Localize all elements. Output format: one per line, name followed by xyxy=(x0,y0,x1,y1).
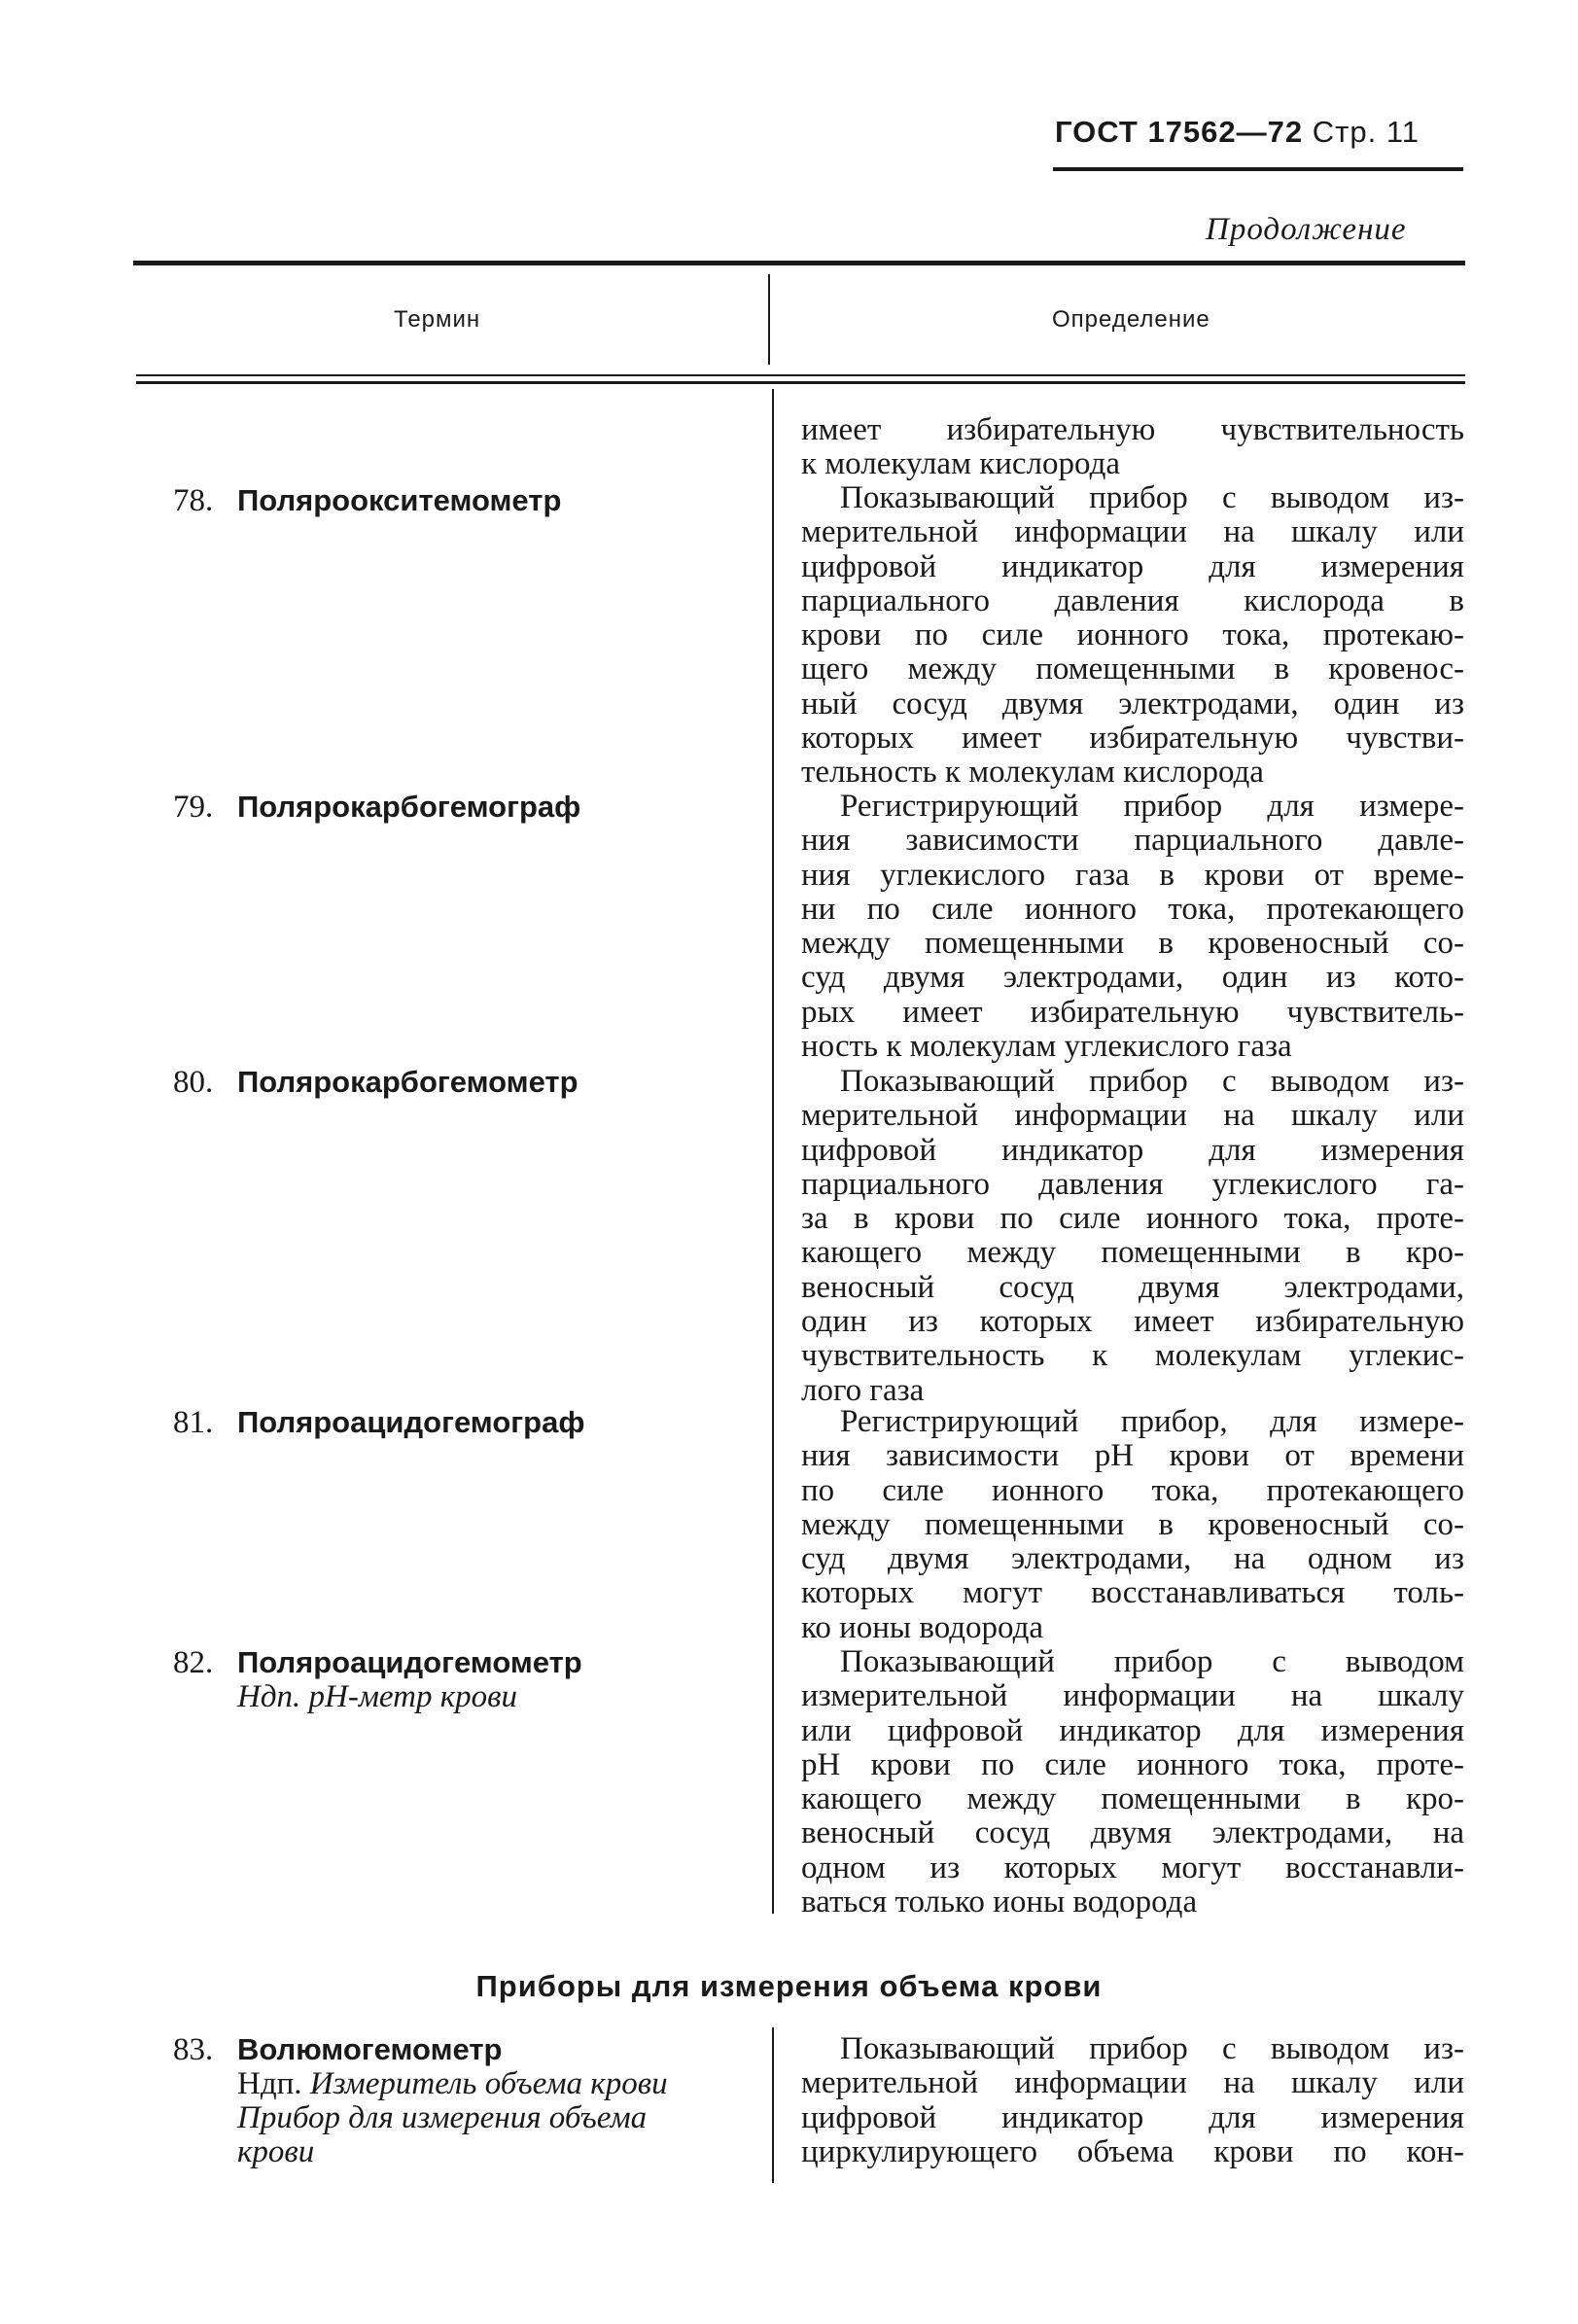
definition-line: имеет избирательную чувствительность xyxy=(801,412,1464,447)
nonrecommended-synonym: Прибор для измерения объема xyxy=(237,2100,648,2135)
definition-line: парциального давления углекислого га- xyxy=(801,1166,1464,1202)
table-column-divider-2 xyxy=(772,2027,774,2183)
table-header-rule-2 xyxy=(136,381,1465,384)
carryover-definition xyxy=(801,413,1464,482)
term-name: Полярокарбогемограф xyxy=(237,790,581,824)
definition-80 xyxy=(801,1065,1464,1408)
section-title: Приборы для измерения объема крови xyxy=(475,1969,1103,2003)
definition-line: ко ионы водорода xyxy=(801,1609,1044,1645)
page-header xyxy=(1055,115,1463,150)
table-header-rule xyxy=(136,374,1465,376)
term-number: 80. xyxy=(173,1065,214,1100)
term-name: Полярокарбогемометр xyxy=(237,1065,579,1099)
definition-line: кающего между помещенными в кро- xyxy=(801,1781,1464,1817)
definition-line: которых имеет избирательную чувстви- xyxy=(801,721,1464,757)
term-entry-82 xyxy=(173,1645,582,1714)
definition-line: суд двумя электродами, один из кото- xyxy=(801,960,1464,996)
term-name: Поляроокситемометр xyxy=(237,483,562,517)
definition-78 xyxy=(801,481,1464,791)
definition-line: кающего между помещенными в кро- xyxy=(801,1235,1464,1271)
term-name: Волюмогемометр xyxy=(237,2032,503,2066)
definition-line: ни по силе ионного тока, протекающего xyxy=(801,891,1464,927)
definition-line: Показывающий прибор с выводом из- xyxy=(840,1064,1464,1099)
definition-line: Показывающий прибор с выводом из- xyxy=(840,480,1464,515)
term-entry-80 xyxy=(173,1065,579,1100)
continuation-label: Продолжение xyxy=(1206,212,1407,247)
definition-line: ния зависимости pH крови от времени xyxy=(801,1438,1464,1474)
definition-line: мерительной информации на шкалу или xyxy=(801,514,1464,550)
definition-line: между помещенными в кровеносный со- xyxy=(801,1506,1464,1542)
definition-line: цифровой индикатор для измерения xyxy=(801,1132,1464,1168)
definition-line: которых могут восстанавливаться толь- xyxy=(801,1575,1464,1611)
definition-line: ваться только ионы водорода xyxy=(801,1884,1198,1920)
header-column-divider xyxy=(768,274,770,365)
definition-79 xyxy=(801,790,1464,1064)
term-number: 79. xyxy=(173,790,214,825)
definition-line: Показывающий прибор с выводом из- xyxy=(840,2031,1464,2066)
term-entry-79 xyxy=(173,790,580,825)
definition-line: тельность к молекулам кислорода xyxy=(801,755,1264,791)
definition-line: щего между помещенными в кровенос- xyxy=(801,651,1464,687)
definition-line: Регистрирующий прибор для измере- xyxy=(840,789,1464,824)
page-number: Стр. 11 xyxy=(1312,115,1420,149)
definition-line: Показывающий прибор с выводом xyxy=(840,1644,1464,1679)
definition-81 xyxy=(801,1405,1464,1645)
nonrecommended-synonym: крови xyxy=(237,2134,315,2169)
definition-line: Регистрирующий прибор, для измере- xyxy=(840,1404,1464,1439)
definition-line: мерительной информации на шкалу или xyxy=(801,1098,1464,1134)
definition-line: ный сосуд двумя электродами, один из xyxy=(801,686,1464,722)
definition-line: крови по силе ионного тока, протекаю- xyxy=(801,617,1464,653)
definition-line: между помещенными в кровеносный со- xyxy=(801,926,1464,962)
ndp-prefix: Ндп. xyxy=(237,2066,302,2101)
definition-line: цифровой индикатор для измерения xyxy=(801,2099,1464,2135)
nonrecommended-synonym: Измеритель объема крови xyxy=(309,2066,668,2101)
definition-82 xyxy=(801,1645,1464,1919)
definition-line: измерительной информации на шкалу xyxy=(801,1678,1464,1714)
term-entry-83 xyxy=(173,2032,668,2169)
term-number: 83. xyxy=(173,2032,214,2067)
nonrecommended-synonym: Ндп. pH-метр крови xyxy=(237,1679,517,1714)
definition-line: ния углекислого газа в крови от време- xyxy=(801,857,1464,893)
definition-line: цифровой индикатор для измерения xyxy=(801,548,1464,584)
term-entry-78 xyxy=(173,483,561,518)
definition-line: парциального давления кислорода в xyxy=(801,582,1464,618)
definition-line: к молекулам кислорода xyxy=(801,446,1121,482)
table-column-divider xyxy=(772,389,774,1914)
term-name: Поляроацидогемометр xyxy=(237,1645,582,1679)
column-header-term: Термин xyxy=(394,306,481,333)
definition-line: или цифровой индикатор для измерения xyxy=(801,1712,1464,1748)
definition-line: за в крови по силе ионного тока, проте- xyxy=(801,1201,1464,1237)
definition-line: по силе ионного тока, протекающего xyxy=(801,1472,1464,1508)
column-header-definition: Определение xyxy=(1052,306,1210,333)
definition-line: ния зависимости парциального давле- xyxy=(801,823,1464,859)
definition-line: одном из которых могут восстанавли- xyxy=(801,1849,1464,1885)
term-number: 81. xyxy=(173,1405,214,1440)
definition-line: один из которых имеет избирательную xyxy=(801,1304,1464,1340)
definition-line: суд двумя электродами, на одном из xyxy=(801,1541,1464,1577)
term-number: 82. xyxy=(173,1645,214,1680)
definition-line: мерительной информации на шкалу или xyxy=(801,2065,1464,2101)
term-entry-81 xyxy=(173,1405,584,1440)
definition-line: ность к молекулам углекислого газа xyxy=(801,1029,1292,1065)
definition-line: pH крови по силе ионного тока, проте- xyxy=(801,1746,1464,1782)
document-number: ГОСТ 17562—72 xyxy=(1055,115,1304,149)
definition-line: веносный сосуд двумя электродами, на xyxy=(801,1815,1464,1851)
term-number: 78. xyxy=(173,483,214,518)
definition-line: рых имеет избирательную чувствитель- xyxy=(801,994,1464,1030)
table-top-rule xyxy=(133,261,1465,265)
definition-line: циркулирующего объема крови по кон- xyxy=(801,2133,1464,2169)
term-name: Поляроацидогемограф xyxy=(237,1405,585,1439)
definition-line: лого газа xyxy=(801,1372,925,1408)
definition-line: веносный сосуд двумя электродами, xyxy=(801,1269,1464,1305)
definition-line: чувствительность к молекулам углекис- xyxy=(801,1338,1464,1374)
header-underline xyxy=(1053,167,1463,171)
definition-83 xyxy=(801,2032,1464,2169)
